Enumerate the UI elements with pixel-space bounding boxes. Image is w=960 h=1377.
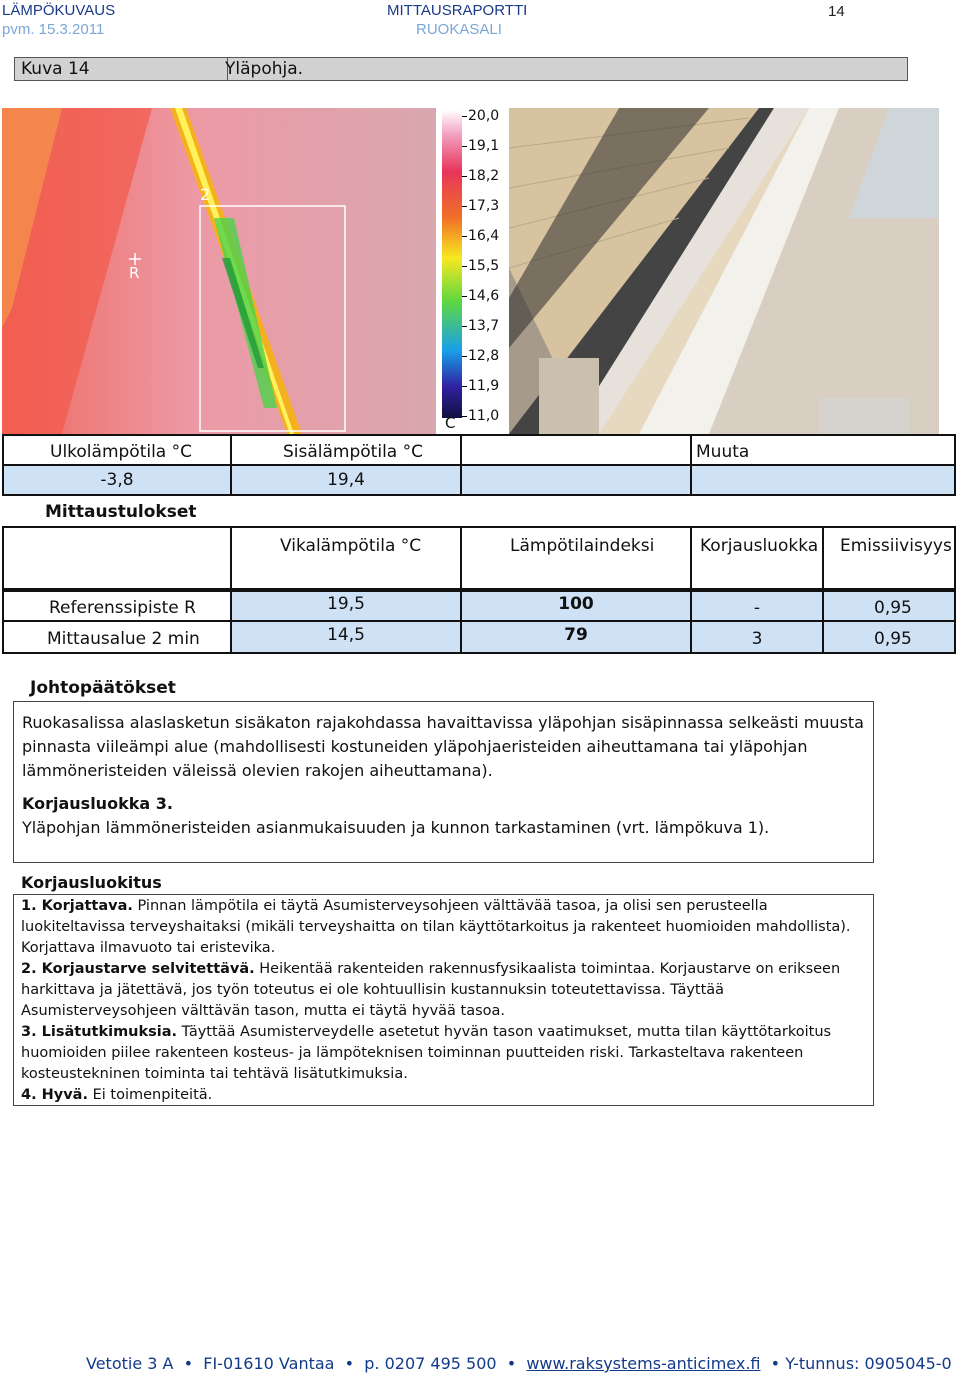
ref-label: R (129, 264, 140, 282)
scale-label: 18,2 (468, 168, 500, 184)
class-4-text: Ei toimenpiteitä. (87, 1087, 213, 1103)
row-ref-name: Referenssipiste R (2, 590, 232, 622)
class-item-4 (21, 1085, 867, 1106)
scale-tick (462, 116, 467, 117)
scale-tick (462, 236, 467, 237)
footer-city: FI-01610 Vantaa (203, 1354, 335, 1373)
footer-phone: p. 0207 495 500 (364, 1354, 497, 1373)
scale-label: 11,9 (468, 378, 500, 394)
empty-header-cell (460, 434, 692, 466)
scale-tick (462, 296, 467, 297)
class-2-head: 2. Korjaustarve selvitettävä. (21, 961, 255, 977)
col-defect-temp: Vikalämpötila °C (230, 526, 462, 590)
scale-tick (462, 266, 467, 267)
indoor-temp-label: Sisälämpötila °C (230, 434, 462, 466)
row-ref-emissivity: 0,95 (822, 590, 956, 622)
reference-photo (509, 108, 939, 434)
scale-label: 12,8 (468, 348, 500, 364)
figure-caption-bar (14, 57, 908, 81)
row-area-name: Mittausalue 2 min (2, 620, 232, 654)
report-date: pvm. 15.3.2011 (2, 21, 105, 38)
col-emissivity: Emissiivisyys (822, 526, 956, 590)
scale-unit: C (445, 414, 456, 432)
results-title: Mittaustulokset (45, 502, 197, 522)
classification-box (13, 894, 874, 1106)
recommended-action: Yläpohjan lämmöneristeiden asianmukaisuuden ja kunnon tarkastaminen (vrt. lämpökuva 1). (22, 818, 770, 837)
class-3-head: 3. Lisätutkimuksia. (21, 1024, 178, 1040)
scale-tick (462, 356, 467, 357)
footer-website-link[interactable]: www.raksystems-anticimex.fi (526, 1354, 761, 1373)
class-1-text: Pinnan lämpötila ei täytä Asumisterveysohjeen välttävää tasoa, ja olisi sen perusteella luokiteltavissa terveyshaitaksi (mikäli terveyshaitta on tilan käyttötarkoitus ja rakenteet huomioiden mahdollista). Korjattava ilmavuoto tai eristevika. (21, 898, 851, 956)
row-area-temp: 14,5 (230, 620, 462, 654)
scale-tick (462, 386, 467, 387)
footer: Vetotie 3 A • FI-01610 Vantaa • p. 0207 495 500 • www.raksystems-anticimex.fi • Y-tunnus: 0905045-0 (86, 1354, 952, 1373)
report-type: LÄMPÖKUVAUS (2, 2, 116, 19)
temperature-scale (440, 108, 506, 434)
results-corner-cell (2, 526, 232, 590)
class-3-text: Täyttää Asumisterveydelle asetetut hyvän tason vaatimukset, mutta tilan käyttötarkoitus huomioiden piilee rakenteen kosteus- ja lämpöteknisen toiminnan puutteiden riski. Tarkasteltava rakenteen kosteustekninen toiminta tai tehtävä lisätutkimuksia. (21, 1024, 832, 1082)
scale-label: 13,7 (468, 318, 500, 334)
outdoor-temp-value: -3,8 (2, 464, 232, 496)
class-4-head: 4. Hyvä. (21, 1087, 88, 1103)
col-repair-class: Korjausluokka (690, 526, 824, 590)
figure-label: Kuva 14 (15, 58, 228, 80)
scale-tick (462, 416, 467, 417)
scale-label: 20,0 (468, 108, 500, 124)
class-item-1 (21, 896, 867, 959)
indoor-temp-value: 19,4 (230, 464, 462, 496)
scale-label: 16,4 (468, 228, 500, 244)
other-label: Muuta (690, 434, 956, 466)
scale-label: 19,1 (468, 138, 500, 154)
conclusions-title: Johtopäätökset (30, 678, 176, 698)
row-area-emissivity: 0,95 (822, 620, 956, 654)
row-ref-index: 100 (460, 590, 692, 622)
class-item-3 (21, 1022, 867, 1085)
figure-caption: Yläpohja. (225, 59, 304, 79)
class-1-head: 1. Korjattava. (21, 898, 133, 914)
scale-label: 14,6 (468, 288, 500, 304)
room-name: RUOKASALI (416, 21, 502, 38)
scale-tick (462, 176, 467, 177)
col-temp-index: Lämpötilaindeksi (460, 526, 692, 590)
conclusions-paragraph: Ruokasalissa alaslasketun sisäkaton rajakohdassa havaittavissa yläpohjan sisäpinnassa selkeästi muusta pinnasta viileämpi alue (mahdollisesti kostuneiden yläpohjaeristeiden aiheuttamana tai yläpohjan lämmöneristeiden väleissä olevien rakojen aiheuttamana). (22, 713, 864, 780)
classification-title: Korjausluokitus (21, 873, 162, 892)
outdoor-temp-label: Ulkolämpötila °C (2, 434, 232, 466)
scale-tick (462, 206, 467, 207)
page-number: 14 (828, 3, 845, 20)
scale-label: 15,5 (468, 258, 500, 274)
scale-tick (462, 326, 467, 327)
row-area-class: 3 (690, 620, 824, 654)
scale-label: 17,3 (468, 198, 500, 214)
row-area-index: 79 (460, 620, 692, 654)
area-label: 2 (200, 185, 211, 204)
row-ref-temp: 19,5 (230, 590, 462, 622)
scale-label: 11,0 (468, 408, 500, 424)
class-2-text: Heikentää rakenteiden rakennusfysikaalista toimintaa. Korjaustarve on erikseen harkittava ja jätettävä, jos työn toteutus ei ole kohtuullisin kustannuksin toteutettavissa. Täyttää Asumisterveysohjeen välttävän tason, mutta ei täytä hyvää tasoa. (21, 961, 841, 1019)
conclusions-box (13, 701, 874, 863)
thermal-image (2, 108, 436, 434)
repair-class-heading: Korjausluokka 3. (22, 794, 173, 813)
report-title: MITTAUSRAPORTTI (387, 2, 528, 19)
footer-business-id: Y-tunnus: 0905045-0 (785, 1354, 952, 1373)
row-ref-class: - (690, 590, 824, 622)
other-value (690, 464, 956, 496)
scale-tick (462, 146, 467, 147)
footer-address: Vetotie 3 A (86, 1354, 174, 1373)
class-item-2 (21, 959, 867, 1022)
empty-value-cell (460, 464, 692, 496)
